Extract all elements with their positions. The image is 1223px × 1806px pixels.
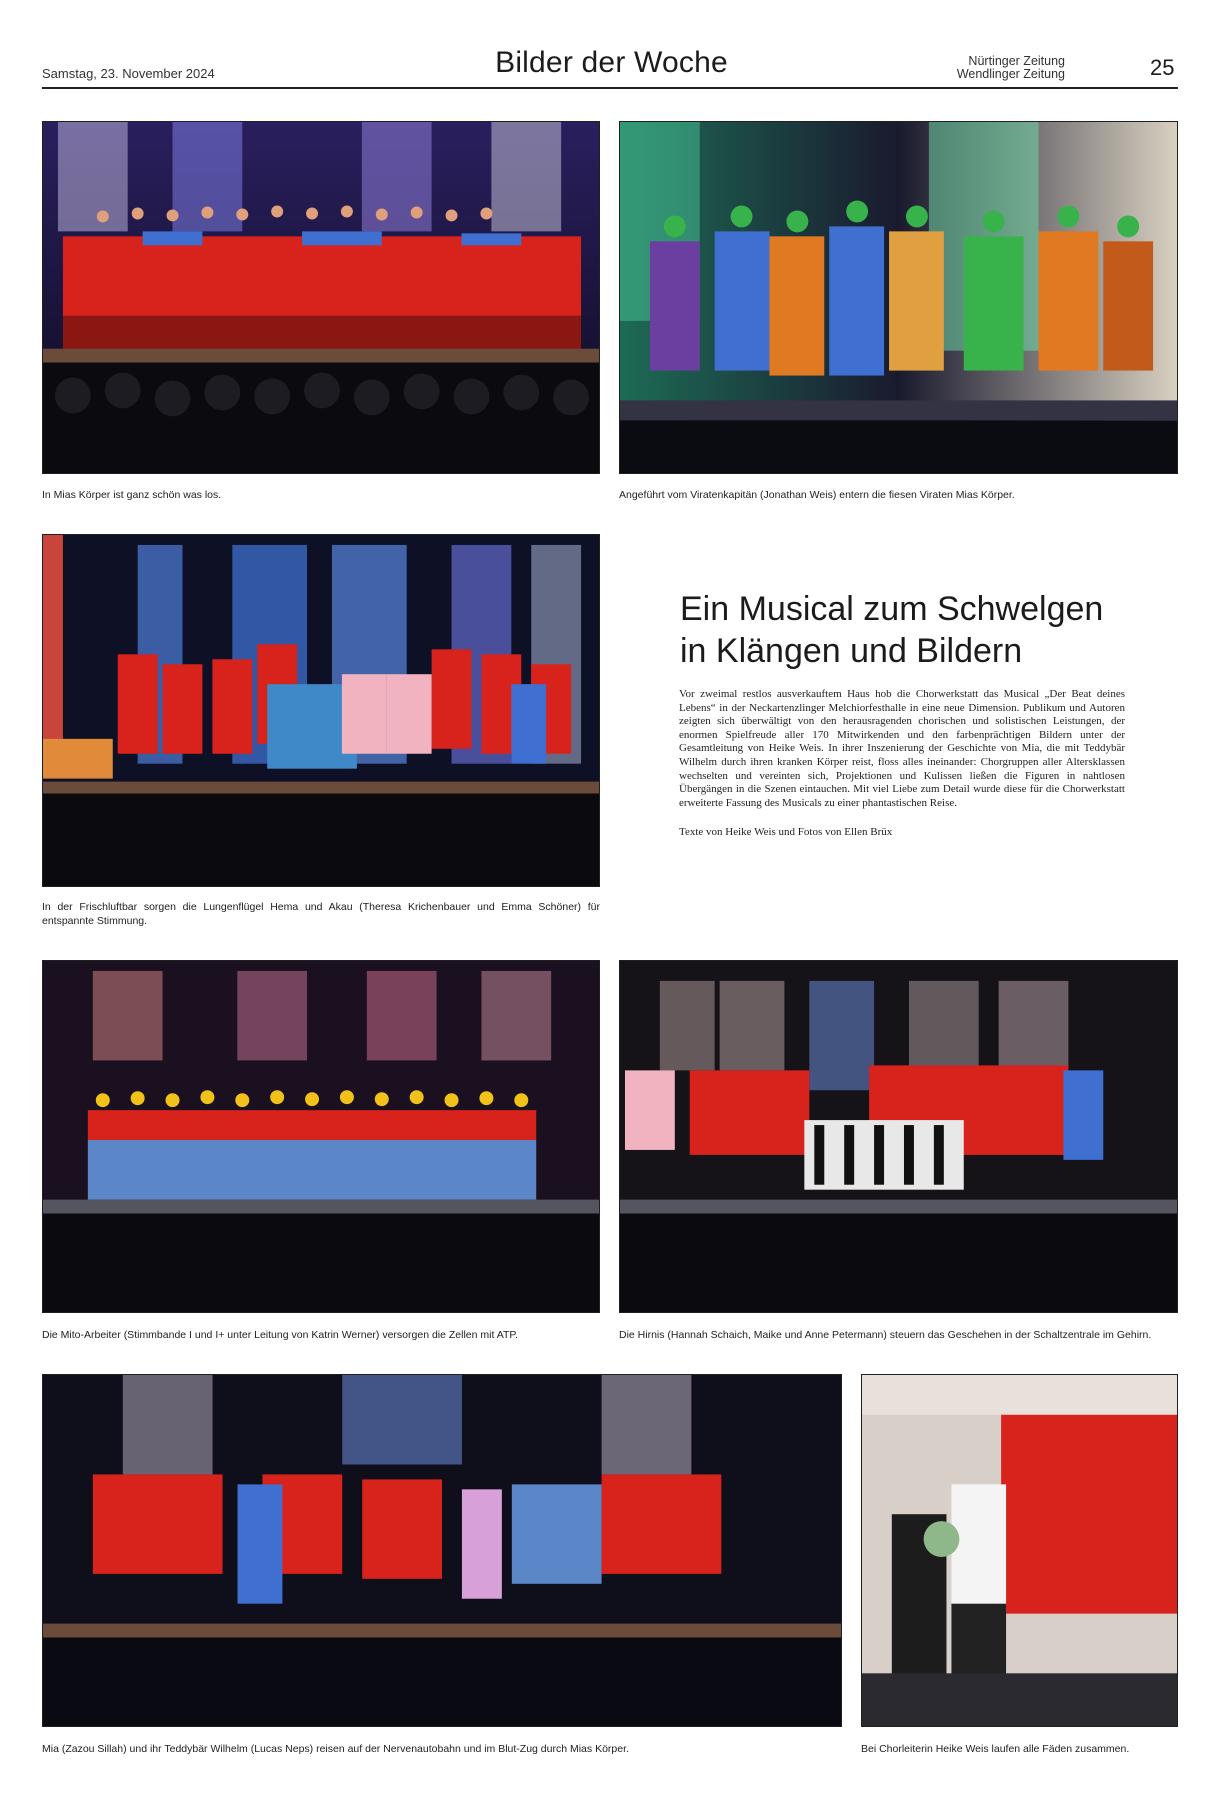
caption-photo-5: Die Hirnis (Hannah Schaich, Maike und Anne Petermann) steuern das Geschehen in der Schaltzentrale im Gehirn. [619, 1329, 1152, 1341]
article-credit: Texte von Heike Weis und Fotos von Ellen Brüx [679, 826, 893, 838]
masthead-rule [42, 87, 1178, 89]
headline-line-2: in Klängen und Bildern [680, 632, 1023, 670]
section-title: Bilder der Woche [495, 46, 728, 79]
newspaper-names [957, 55, 1065, 81]
newspaper-name-1: Nürtinger Zeitung [968, 54, 1065, 68]
caption-photo-6: Mia (Zazou Sillah) und ihr Teddybär Wilhelm (Lucas Neps) reisen auf der Nervenautobahn und im Blut-Zug durch Mias Körper. [42, 1743, 629, 1755]
issue-date: Samstag, 23. November 2024 [42, 66, 215, 81]
caption-photo-7: Bei Chorleiterin Heike Weis laufen alle Fäden zusammen. [861, 1743, 1130, 1755]
article-body: Vor zweimal restlos ausverkauftem Haus hob die Chorwerkstatt das Musical „Der Beat deines Lebens“ in der Neckartenzlinger Melchiorfesthalle in eine neue Dimension. Publikum und Autoren zeigten sich überwältigt von den herausragenden chorischen und solistischen Leistungen, der enormen Spielfreude aller 170 Mitwirkenden und den farbenprächtigen Bildern unter der Gesamtleitung von Heike Weis. In ihrer Inszenierung der Geschichte von Mia, die mit Teddybär Wilhelm durch ihren kranken Körper reist, floss alles ineinander: Chorgruppen aller Altersklassen wechselten und vereinten sich, Projektionen und Kulissen ließen die Figuren in nahtlosen Übergängen in die Szenen eintauchen. Mit viel Liebe zum Detail wurde diese für die Chorwerkstatt erweiterte Fassung des Musicals zu einer phantastischen Reise. [679, 688, 1125, 809]
page-number: 25 [1150, 55, 1175, 80]
article-headline [680, 588, 1150, 672]
photo-viruses [619, 121, 1178, 474]
photo-choir-ensemble [42, 121, 600, 474]
caption-photo-2: Angeführt vom Viratenkapitän (Jonathan Weis) entern die fiesen Viraten Mias Körper. [619, 489, 1015, 501]
photo-mia-and-teddy [42, 1374, 842, 1727]
headline-line-1: Ein Musical zum Schwelgen [680, 590, 1104, 628]
photo-mito-workers [42, 960, 600, 1313]
caption-photo-1: In Mias Körper ist ganz schön was los. [42, 489, 222, 501]
photo-choir-director [861, 1374, 1178, 1727]
caption-photo-4: Die Mito-Arbeiter (Stimmbande I und I+ unter Leitung von Katrin Werner) versorgen die Zellen mit ATP. [42, 1329, 518, 1341]
caption-photo-3: In der Frischluftbar sorgen die Lungenflügel Hema und Akau (Theresa Krichenbauer und Emma Schöner) für entspannte Stimmung. [42, 901, 600, 927]
photo-fresh-air-bar [42, 534, 600, 887]
newspaper-name-2: Wendlinger Zeitung [956, 67, 1065, 81]
photo-hirnis [619, 960, 1178, 1313]
